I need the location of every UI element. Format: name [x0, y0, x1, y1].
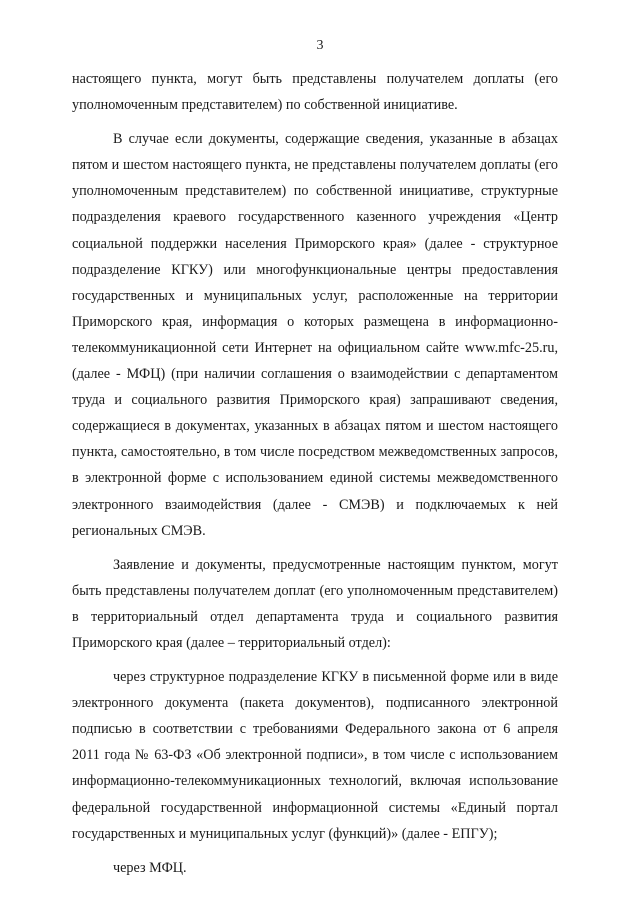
text-line: в электронной форме с использованием единой системы межведомственного: [72, 470, 558, 487]
text-line: уполномоченным представителем) по собственной инициативе.: [72, 97, 458, 114]
text-line: социальной поддержки населения Приморского края» (далее - структурное: [72, 235, 558, 252]
text-line: подразделение КГКУ) или многофункциональные центры предоставления: [72, 261, 558, 278]
text-line: труда и социального развития Приморского края) запрашивают сведения,: [72, 392, 558, 409]
text-line: подразделения краевого государственного казенного учреждения «Центр: [72, 209, 558, 226]
text-line: электронного документа (пакета документов), подписанного электронной: [72, 695, 558, 712]
text-line: федеральной государственной информационной системы «Единый портал: [72, 799, 558, 816]
document-body: [72, 66, 558, 881]
text-line: телекоммуникационной сети Интернет на официальном сайте www.mfc-25.ru,: [72, 339, 558, 356]
text-line: через МФЦ.: [113, 859, 187, 876]
text-line: содержащиеся в документах, указанных в абзацах пятом и шестом настоящего: [72, 418, 558, 435]
text-line: уполномоченным представителем) по собственной инициативе, структурные: [72, 183, 558, 200]
text-line: пятом и шестом настоящего пункта, не представлены получателем доплаты (его: [72, 157, 558, 174]
text-line: 2011 года № 63-ФЗ «Об электронной подписи», в том числе с использованием: [72, 747, 558, 764]
text-line: подписью в соответствии с требованиями Федерального закона от 6 апреля: [72, 721, 558, 738]
text-line: настоящего пункта, могут быть представлены получателем доплаты (его: [72, 71, 558, 87]
text-line: в территориальный отдел департамента труда и социального развития: [72, 608, 558, 625]
text-line: Приморского края (далее – территориальный отдел):: [72, 634, 391, 651]
text-line: государственных и муниципальных услуг (функций)» (далее - ЕПГУ);: [72, 825, 498, 842]
text-line: Приморского края, информация о которых размещена в информационно-: [72, 313, 558, 330]
text-line: пункта, самостоятельно, в том числе посредством межведомственных запросов,: [72, 444, 558, 461]
text-line: электронного взаимодействия (далее - СМЭВ) и подключаемых к ней: [72, 496, 558, 513]
text-line: через структурное подразделение КГКУ в письменной форме или в виде: [113, 669, 558, 686]
text-line: региональных СМЭВ.: [72, 522, 206, 539]
text-line: В случае если документы, содержащие сведения, указанные в абзацах: [113, 131, 558, 148]
text-line: (далее - МФЦ) (при наличии соглашения о взаимодействии с департаментом: [72, 366, 558, 383]
text-line: быть представлены получателем доплат (его уполномоченным представителем): [72, 582, 558, 599]
page-number: 3: [316, 38, 324, 53]
text-line: информационно-телекоммуникационных технологий, включая использование: [72, 773, 558, 790]
text-line: Заявление и документы, предусмотренные настоящим пунктом, могут: [113, 556, 558, 573]
text-line: государственных и муниципальных услуг, расположенные на территории: [72, 287, 558, 304]
